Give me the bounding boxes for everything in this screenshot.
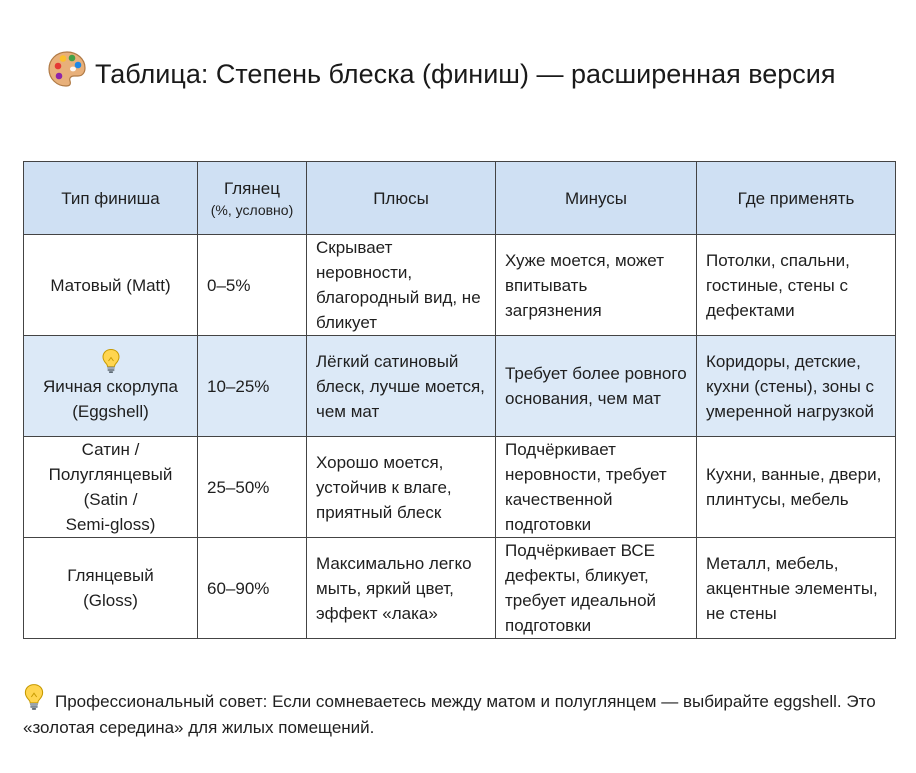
header-gloss	[198, 162, 307, 235]
header-cons: Минусы	[496, 162, 697, 235]
cell-pros: Хорошо моется, устойчив к влаге, приятный блеск	[307, 437, 496, 538]
pro-tip-text: Профессиональный совет: Если сомневаетесь между матом и полуглянцем — выбирайте eggshell. Это «золотая середина» для жилых помещений.	[23, 692, 876, 737]
type-line: (Gloss)	[83, 591, 138, 610]
type-line: Полуглянцевый	[48, 465, 173, 484]
cell-cons: Подчёркивает неровности, требует качественной подготовки	[496, 437, 697, 538]
type-line: (Eggshell)	[72, 402, 149, 421]
type-line: Semi-gloss)	[65, 515, 156, 534]
page-title-row	[47, 46, 835, 102]
type-line: (Satin /	[83, 490, 138, 509]
cell-type	[24, 538, 198, 639]
header-pros: Плюсы	[307, 162, 496, 235]
palette-icon	[47, 49, 87, 89]
type-line: Яичная скорлупа	[43, 377, 178, 396]
pro-tip	[23, 683, 883, 741]
table-row	[24, 538, 896, 639]
type-line: Глянцевый	[67, 566, 154, 585]
cell-cons: Хуже моется, может впитывать загрязнения	[496, 235, 697, 336]
cell-gloss: 60–90%	[198, 538, 307, 639]
header-gloss-main: Глянец	[224, 178, 280, 198]
table-row	[24, 336, 896, 437]
cell-where: Коридоры, детские, кухни (стены), зоны с умеренной нагрузкой	[697, 336, 896, 437]
cell-cons: Требует более ровного основания, чем мат	[496, 336, 697, 437]
cell-type	[24, 235, 198, 336]
lightbulb-icon	[101, 348, 121, 374]
header-type: Тип финиша	[24, 162, 198, 235]
header-gloss-sub: (%, условно)	[210, 201, 294, 218]
finish-table	[23, 161, 896, 639]
cell-gloss: 10–25%	[198, 336, 307, 437]
page-title: Таблица: Степень блеска (финиш) — расширенная версия	[95, 58, 836, 89]
table-row	[24, 235, 896, 336]
cell-pros: Лёгкий сатиновый блеск, лучше моется, чем мат	[307, 336, 496, 437]
cell-gloss: 0–5%	[198, 235, 307, 336]
cell-pros: Максимально легко мыть, яркий цвет, эффект «лака»	[307, 538, 496, 639]
cell-type	[24, 437, 198, 538]
type-line: Сатин /	[81, 440, 140, 459]
lightbulb-icon	[23, 683, 45, 711]
cell-type	[24, 336, 198, 437]
cell-where: Металл, мебель, акцентные элементы, не стены	[697, 538, 896, 639]
header-where: Где применять	[697, 162, 896, 235]
cell-cons: Подчёркивает ВСЕ дефекты, бликует, требует идеальной подготовки	[496, 538, 697, 639]
cell-gloss: 25–50%	[198, 437, 307, 538]
type-line: Матовый (Matt)	[50, 275, 171, 295]
table-header-row	[24, 162, 896, 235]
table-row	[24, 437, 896, 538]
cell-where: Кухни, ванные, двери, плинтусы, мебель	[697, 437, 896, 538]
cell-where: Потолки, спальни, гостиные, стены с дефектами	[697, 235, 896, 336]
cell-pros: Скрывает неровности, благородный вид, не бликует	[307, 235, 496, 336]
